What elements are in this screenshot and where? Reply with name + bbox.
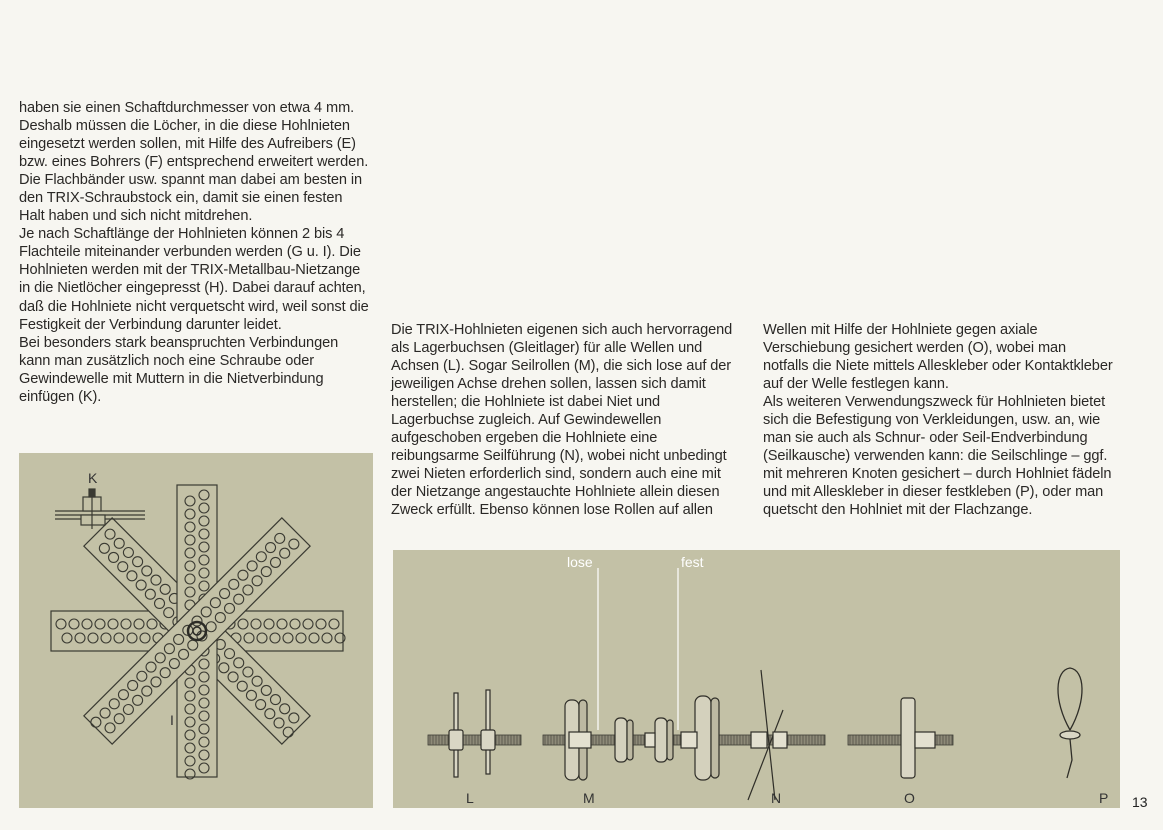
figure-label-m: M [583, 790, 595, 806]
paragraph: Je nach Schaftlänge der Hohlnieten können 2 bis 4 Flachteile miteinander verbunden werden (G u. I). Die Hohlnieten werden mit der TRIX-Metallbau-Nietzange in die Nietlöcher eingepresst (H). Dabei darauf achten, daß die Hohlniete nicht verquetscht wird, weil sonst die Festigkeit der Verbindung darunter leidet. [19, 226, 369, 333]
figure-shaft-rivets [393, 550, 1120, 808]
text-column-middle [391, 321, 736, 520]
figure-label-n: N [771, 790, 782, 806]
page-number: 13 [1132, 794, 1148, 810]
label-fest: fest [681, 554, 704, 570]
paragraph: Bei besonders stark beanspruchten Verbindungen kann man zusätzlich noch eine Schraube oder Gewindewelle mit Muttern in die Nietverbindung einfügen (K). [19, 334, 339, 405]
bearing-l-illustration [449, 690, 495, 777]
figure-label-k: K [88, 470, 98, 486]
star-strips-illustration [19, 453, 373, 808]
paragraph: Wellen mit Hilfe der Hohlniete gegen axiale Verschiebung gesichert werden (O), wobei man notfalls die Niete mittels Alleskleber oder Kontaktkleber auf der Welle festlegen kann. [763, 322, 1113, 393]
text-column-left [19, 99, 369, 406]
figure-star-strips [19, 453, 373, 808]
label-lose: lose [567, 554, 593, 570]
figure-label-o: O [904, 790, 915, 806]
paragraph: Die TRIX-Hohlnieten eigenen sich auch hervorragend als Lagerbuchsen (Gleitlager) für alle Wellen und Achsen (L). Sogar Seilrollen (M), die sich lose auf der jeweiligen Achse drehen sollen, lassen sich damit herstellen; die Hohlniete ist dabei Niet und Lagerbuchse zugleich. Auf Gewindewellen aufgeschoben ergeben die Hohlniete eine reibungsarme Seilführung (N), wobei nicht unbedingt zwei Nieten erforderlich sind, sondern auch eine mit der Nietzange angestauchte Hohlniete allein diesen Zweck erfüllt. Ebenso können lose Rollen auf allen [391, 322, 733, 519]
rope-loop-p-illustration [1058, 668, 1082, 778]
figure-label-l: L [466, 790, 474, 806]
paragraph: haben sie einen Schaftdurchmesser von etwa 4 mm. Deshalb müssen die Löcher, in die diese Hohlnieten eingesetzt werden sollen, mit Hilfe des Aufreibers (E) bzw. eines Bohrers (F) entsprechend erweitert werden. Die Flachbänder usw. spannt man dabei am besten in den TRIX-Schraubstock ein, damit sie einen festen Halt haben und sich nicht mitdrehen. [19, 100, 369, 225]
figure-label-p: P [1099, 790, 1109, 806]
text-column-right [763, 321, 1113, 520]
rope-guide-n-illustration [748, 670, 787, 800]
shaft-rivets-illustration [393, 550, 1120, 808]
screw-detail-illustration [55, 489, 145, 529]
paragraph: Als weiteren Verwendungszweck für Hohlnieten bietet sich die Befestigung von Verkleidungen, usw. an, wie man sie auch als Schnur- oder Seil-Endverbindung (Seilkausche) verwenden kann: die Seilschlinge – ggf. mit mehreren Knoten gesichert – durch Hohlniet fädeln und mit Alleskleber in dieser festkleben (P), oder man quetscht den Hohlniet mit der Flachzange. [763, 394, 1112, 519]
wheel-o-illustration [901, 698, 935, 778]
figure-label-i: I [170, 712, 174, 728]
